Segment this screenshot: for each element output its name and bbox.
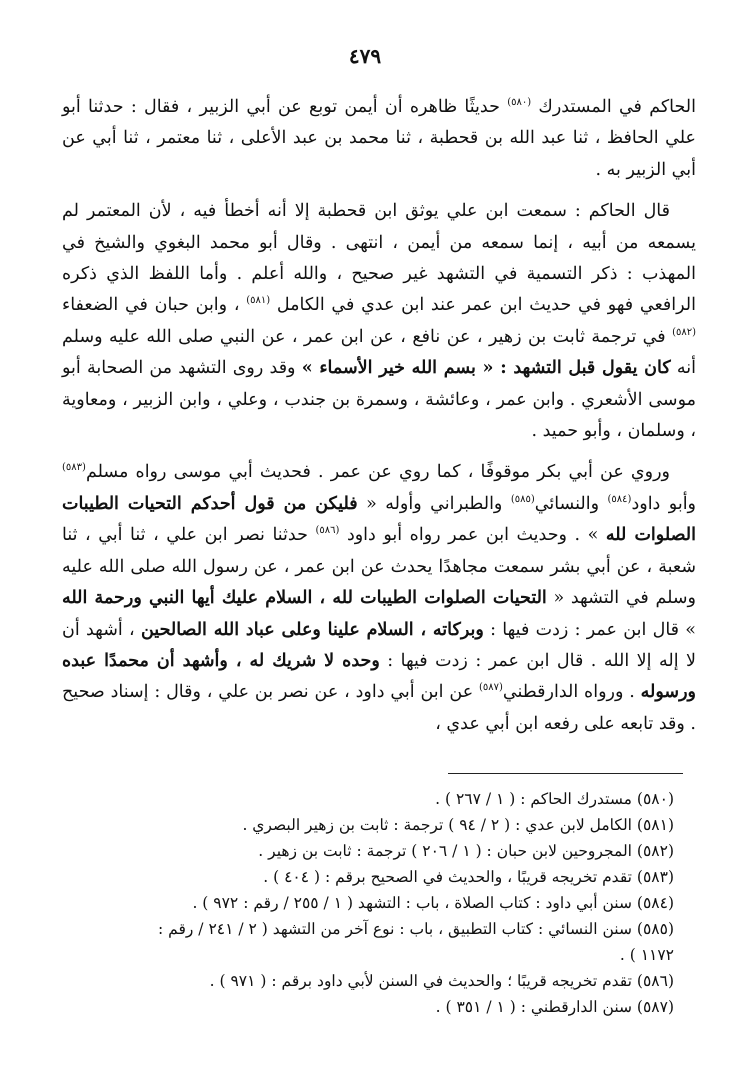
bold-quote: وحده لا شريك له ، وأشهد أن محمدًا عبده ورسوله	[62, 650, 696, 703]
text-run: ، وابن حبان في الضعفاء	[62, 295, 247, 316]
paragraph-3	[62, 457, 696, 740]
footnote-ref-585[interactable]: (٥٨٥)	[510, 493, 535, 505]
footnote-584: (٥٨٤) سنن أبي داود : كتاب الصلاة ، باب : التشهد ( ١ / ٢٥٥ / رقم : ٩٧٢ ) .	[192, 894, 674, 912]
text-run: » قال ابن عمر : زدت فيها :	[483, 619, 697, 640]
footnote-ref-586[interactable]: (٥٨٦)	[315, 525, 340, 537]
text-run: وأبو داود	[631, 493, 697, 514]
main-text	[62, 92, 696, 740]
footnote-583: (٥٨٣) تقدم تخريجه قريبًا ، والحديث في الصحيح برقم : ( ٤٠٤ ) .	[263, 868, 674, 886]
footnote-ref-582[interactable]: (٥٨٢)	[672, 326, 696, 338]
footnote-ref-581[interactable]: (٥٨١)	[246, 295, 271, 307]
footnote-586: (٥٨٦) تقدم تخريجه قريبًا ؛ والحديث في السنن لأبي داود برقم : ( ٩٧١ ) .	[209, 972, 674, 990]
paragraph-1	[62, 92, 696, 186]
footnote-585-continuation: ١١٧٢ ) .	[619, 946, 674, 964]
text-run: وروي عن أبي بكر موقوفًا ، كما روي عن عمر . فحديث أبي موسى رواه مسلم	[85, 462, 670, 483]
footnote-separator	[448, 773, 683, 774]
text-run: عن ابن أبي داود ، عن نصر بن علي ، وقال : إسناد صحيح . وقد تابعه على رفعه ابن أبي عدي ،	[62, 682, 696, 734]
footnotes	[62, 786, 696, 1020]
footnote-ref-587[interactable]: (٥٨٧)	[478, 682, 503, 694]
text-run: . ورواه الدارقطني	[502, 682, 641, 703]
text-run: وقد روى التشهد من الصحابة أبو موسى الأشعري . وابن عمر ، وعائشة ، وسمرة بن جندب ، وعلي ، وابن الزبير ، ومعاوية ، وسلمان ، وأبو حميد .	[62, 358, 696, 442]
footnote-582: (٥٨٢) المجروحين لابن حبان : ( ١ / ٢٠٦ ) ترجمة : ثابت بن زهير .	[258, 842, 674, 860]
page-number: ٤٧٩	[348, 44, 382, 68]
text-run: في ترجمة ثابت بن زهير ، عن نافع ، عن ابن عمر ، عن النبي صلى الله عليه وسلم أنه	[62, 326, 696, 379]
text-run: » . وحديث ابن عمر رواه أبو داود	[339, 525, 606, 546]
footnote-580: (٥٨٠) مستدرك الحاكم : ( ١ / ٢٦٧ ) .	[435, 790, 674, 808]
text-run: الحاكم في المستدرك	[531, 97, 696, 117]
footnote-585: (٥٨٥) سنن النسائي : كتاب التطبيق ، باب : نوع آخر من التشهد ( ٢ / ٢٤١ / رقم :	[158, 920, 674, 938]
text-run: قال الحاكم : سمعت ابن علي يوثق ابن قحطبة إلا أنه أخطأ فيه ، لأن المعتمر لم يسمعه من أبيه ، إنما سمعه من أيمن ، انتهى . وقال أبو محمد البغوي والشيخ في المهذب : ذكر التسمية في التشهد غير صحيح ، والله أعلم . وأما اللفظ الذي ذكره الرافعي فهو في حديث ابن عمر عند ابن عدي في الكامل	[62, 201, 696, 316]
text-run: حديثًا ظاهره أن أيمن توبع عن أبي الزبير ، فقال : حدثنا أبو علي الحافظ ، ثنا عبد الله بن قحطبة ، ثنا محمد بن عبد الأعلى ، ثنا معتمر ، ثنا أبي عن أبي الزبير به .	[62, 97, 696, 180]
bold-quote: فليكن من قول أحدكم التحيات الطيبات الصلوات لله	[62, 493, 696, 546]
bold-quote: كان يقول قبل التشهد : « بسم الله خير الأسماء »	[301, 358, 671, 379]
text-run: والنسائي	[534, 493, 608, 514]
text-run: والطبراني وأوله «	[357, 493, 511, 514]
footnote-587: (٥٨٧) سنن الدارقطني : ( ١ / ٣٥١ ) .	[435, 998, 674, 1016]
text-run: ، أشهد أن لا إله إلا الله . قال ابن عمر : زدت فيها :	[62, 619, 697, 671]
footnote-581: (٥٨١) الكامل لابن عدي : ( ٢ / ٩٤ ) ترجمة : ثابت بن زهير البصري .	[242, 816, 674, 834]
paragraph-2	[62, 196, 696, 447]
footnote-ref-583[interactable]: (٥٨٣)	[62, 462, 86, 474]
bold-quote: وبركاته ، السلام علينا وعلى عباد الله الصالحين	[140, 619, 484, 640]
text-run: حدثنا نصر ابن علي ، ثنا أبي ، ثنا شعبة ، عن أبي بشر سمعت مجاهدًا يحدث عن ابن عمر ، عن رسول الله صلى الله عليه وسلم في التشهد «	[62, 525, 696, 609]
bold-quote: التحيات الصلوات الطيبات لله ، السلام عليك أيها النبي ورحمة الله	[62, 588, 547, 609]
footnote-ref-580[interactable]: (٥٨٠)	[507, 97, 532, 108]
footnote-ref-584[interactable]: (٥٨٤)	[607, 493, 632, 505]
